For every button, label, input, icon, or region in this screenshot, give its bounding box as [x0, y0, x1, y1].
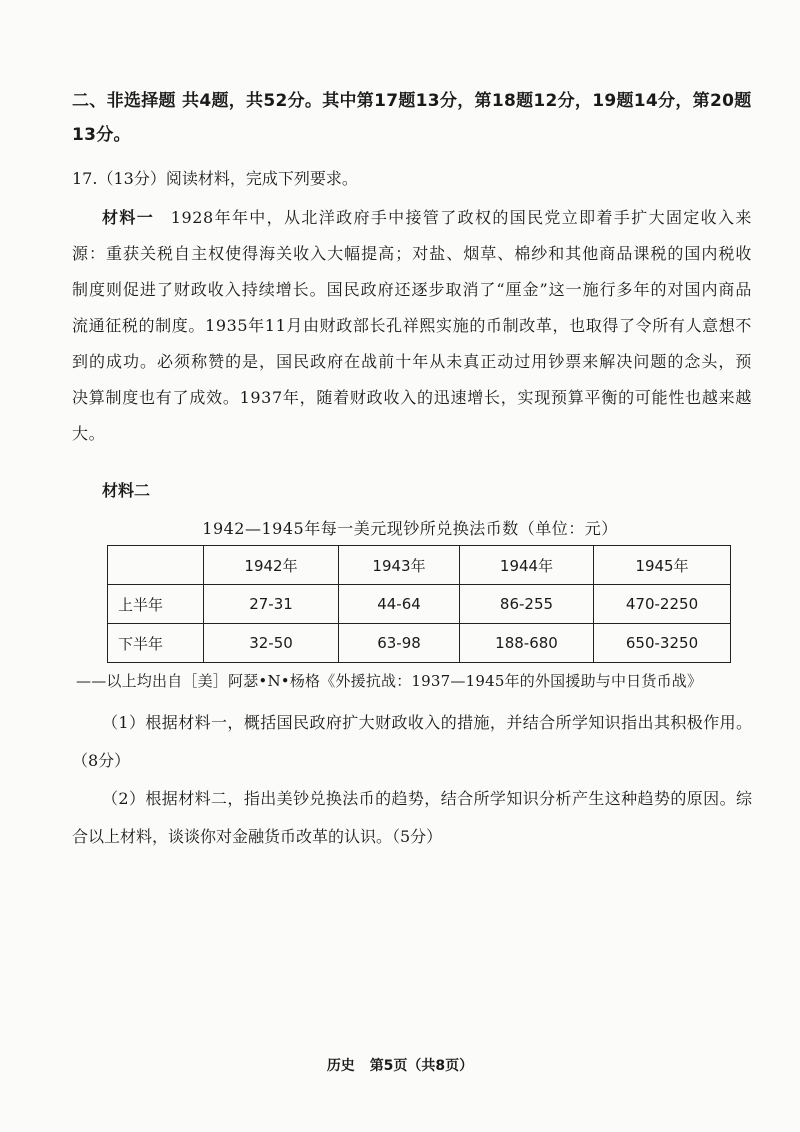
- material-1-label: 材料一: [102, 208, 155, 227]
- table-cell: 27-31: [204, 585, 339, 624]
- column-header: 1945年: [594, 546, 731, 585]
- subquestion-2: （2）根据材料二，指出美钞兑换法币的趋势，结合所学知识分析产生这种趋势的原因。综合以上材料，谈谈你对金融货币改革的认识。（5分）: [72, 789, 752, 846]
- table-cell: 86-255: [460, 585, 594, 624]
- table-cell: 63-98: [339, 624, 460, 663]
- material-2-label: 材料二: [102, 481, 151, 500]
- question-intro: （13分）阅读材料，完成下列要求。: [97, 169, 358, 188]
- subquestion-1: （1）根据材料一，概括国民政府扩大财政收入的措施，并结合所学知识指出其积极作用。（8分）: [72, 713, 752, 770]
- table-cell: 188-680: [460, 624, 594, 663]
- table-header-row: [108, 546, 731, 585]
- section-header: 二、非选择题 共4题，共52分。其中第17题13分，第18题12分，19题14分，第20题13分。: [72, 91, 752, 145]
- table-row: [108, 585, 731, 624]
- row-label: 上半年: [108, 585, 204, 624]
- column-header: 1943年: [339, 546, 460, 585]
- table-title: 1942—1945年每一美元现钞所兑换法币数（单位：元）: [202, 519, 618, 538]
- footer-subject: 历史: [326, 1058, 355, 1074]
- table-cell: 650-3250: [594, 624, 731, 663]
- column-header: 1942年: [204, 546, 339, 585]
- material-1-text: 1928年年中，从北洋政府手中接管了政权的国民党立即着手扩大固定收入来源：重获关税自主权使得海关收入大幅提高；对盐、烟草、棉纱和其他商品课税的国内税收制度则促进了财政收入持续增长。国民政府还逐步取消了“厘金”这一施行多年的对国内商品流通征税的制度。1935年11月由财政部长孔祥熙实施的币制改革，也取得了令所有人意想不到的成功。必须称赞的是，国民政府在战前十年从未真正动过用钞票来解决问题的念头，预决算制度也有了成效。1937年，随着财政收入的迅速增长，实现预算平衡的可能性也越来越大。: [72, 208, 752, 443]
- exchange-rate-table: [107, 545, 731, 663]
- table-cell: 44-64: [339, 585, 460, 624]
- row-label: 下半年: [108, 624, 204, 663]
- source-citation: ——以上均出自［美］阿瑟•N•杨格《外援抗战：1937—1945年的外国援助与中日货币战》: [76, 672, 703, 690]
- material-1: [72, 200, 752, 452]
- page-footer: [0, 1055, 800, 1075]
- table-row: [108, 624, 731, 663]
- question-number: 17.: [72, 169, 98, 188]
- column-header: 1944年: [460, 546, 594, 585]
- table-corner-cell: [108, 546, 204, 585]
- footer-page-number: 第5页（共8页）: [369, 1058, 474, 1074]
- table-cell: 32-50: [204, 624, 339, 663]
- question-17-header: [72, 166, 358, 192]
- table-cell: 470-2250: [594, 585, 731, 624]
